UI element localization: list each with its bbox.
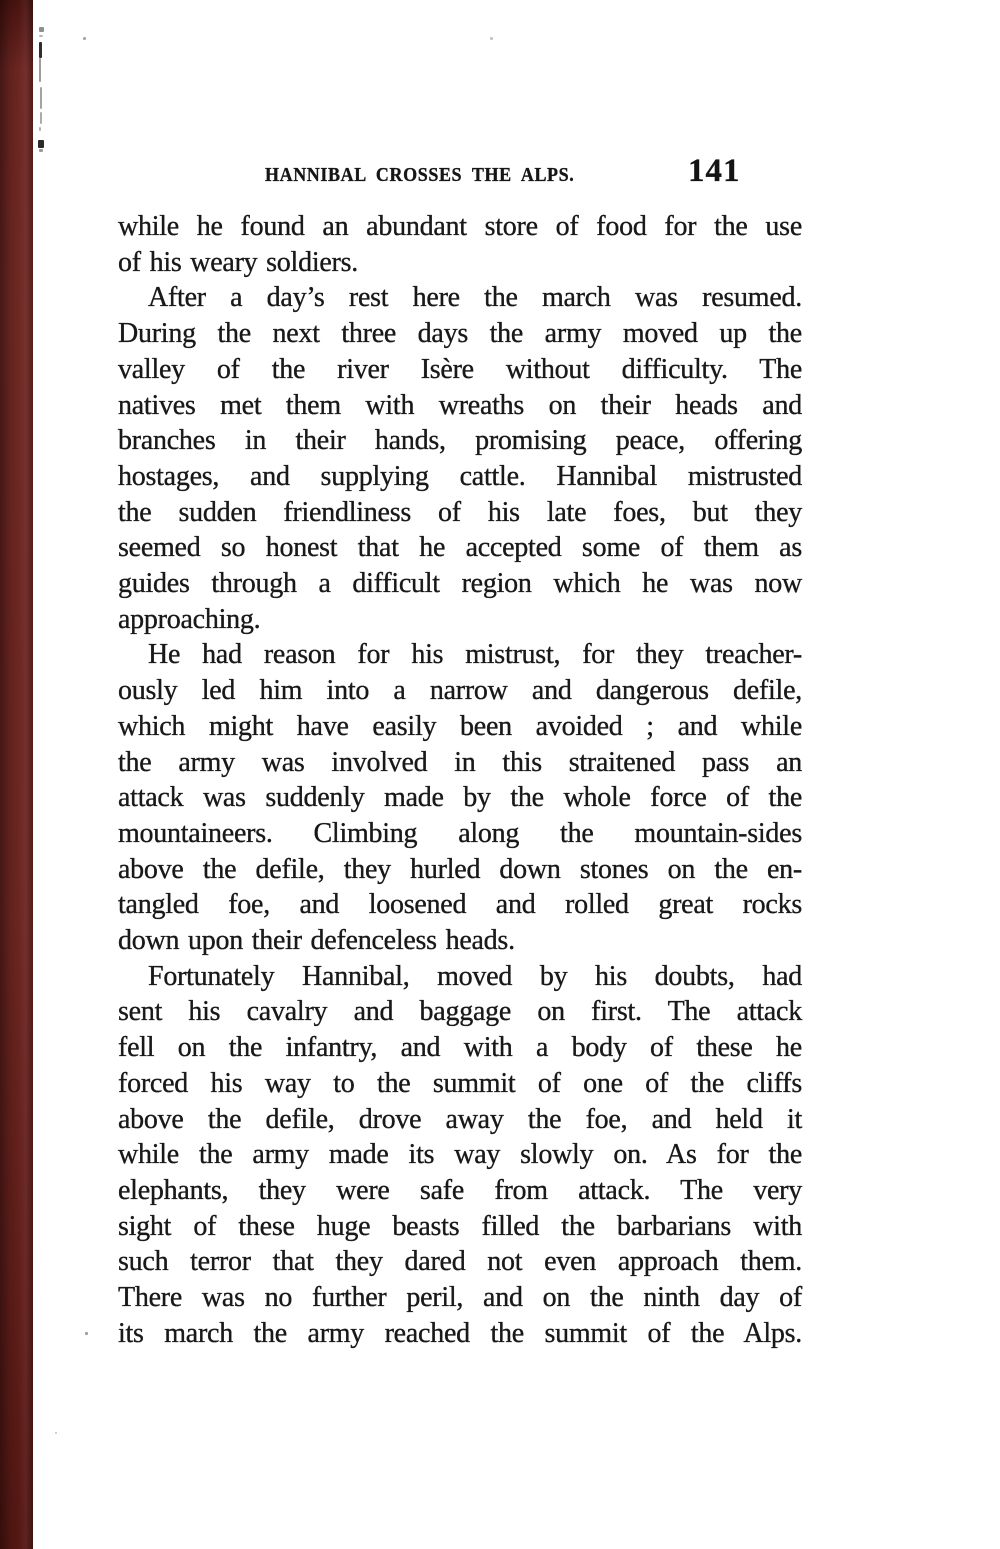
- scan-speck: [39, 127, 41, 131]
- scan-speck: [85, 1332, 88, 1335]
- text-line: the army was involved in this straitened pass an: [118, 746, 802, 778]
- text-line: its march the army reached the summit of the Alps.: [118, 1317, 802, 1349]
- text-line: hostages, and supplying cattle. Hannibal mistrusted: [118, 460, 802, 492]
- text-line: down upon their defenceless heads.: [118, 925, 515, 957]
- text-line: guides through a difficult region which he was now: [118, 568, 802, 600]
- text-line: natives met them with wreaths on their heads and: [118, 389, 802, 421]
- text-line: valley of the river Isère without difficulty. The: [118, 353, 802, 385]
- scan-speck: [55, 1432, 57, 1434]
- text-line: After a day’s rest here the march was resumed.: [148, 282, 802, 314]
- scan-speck: [40, 112, 42, 124]
- text-line: There was no further peril, and on the ninth day of: [118, 1282, 802, 1314]
- page-number: 141: [688, 153, 741, 189]
- scan-speck: [39, 149, 43, 152]
- text-line: fell on the infantry, and with a body of these he: [118, 1032, 802, 1064]
- text-line: approaching.: [118, 603, 261, 635]
- text-line: the sudden friendliness of his late foes, but they: [118, 496, 802, 528]
- scan-speck: [39, 58, 41, 82]
- text-line: mountaineers. Climbing along the mountain-sides: [118, 817, 802, 849]
- text-line: Fortunately Hannibal, moved by his doubts, had: [148, 960, 802, 992]
- scan-speck: [39, 35, 43, 37]
- text-line: He had reason for his mistrust, for they treacher-: [148, 639, 802, 671]
- scan-speck: [38, 140, 44, 148]
- scan-speck: [39, 42, 42, 58]
- text-line: while he found an abundant store of food for the use: [118, 211, 802, 242]
- text-line: while the army made its way slowly on. As for the: [118, 1139, 802, 1171]
- text-line: sight of these huge beasts filled the barbarians with: [118, 1210, 802, 1242]
- text-line: ously led him into a narrow and dangerous defile,: [118, 675, 802, 707]
- text-line: branches in their hands, promising peace, offering: [118, 425, 802, 457]
- text-line: such terror that they dared not even approach them.: [118, 1246, 802, 1278]
- text-line: above the defile, drove away the foe, and held it: [118, 1103, 802, 1135]
- scan-speck: [39, 27, 44, 32]
- scan-speck: [490, 37, 493, 40]
- book-spine-edge: [0, 0, 33, 1549]
- text-line: which might have easily been avoided ; and while: [118, 710, 802, 742]
- text-line: above the defile, they hurled down stones on the en-: [118, 853, 802, 885]
- body-text: [118, 209, 802, 1352]
- text-line: forced his way to the summit of one of the cliffs: [118, 1067, 802, 1099]
- text-line: attack was suddenly made by the whole force of the: [118, 782, 802, 814]
- scan-speck: [83, 37, 86, 40]
- text-line: sent his cavalry and baggage on first. The attack: [118, 996, 802, 1028]
- text-line: elephants, they were safe from attack. The very: [118, 1174, 802, 1206]
- text-line: tangled foe, and loosened and rolled great rocks: [118, 889, 802, 921]
- text-line: of his weary soldiers.: [118, 246, 359, 278]
- running-header-title: HANNIBAL CROSSES THE ALPS.: [265, 163, 575, 186]
- text-line: seemed so honest that he accepted some of them as: [118, 532, 802, 564]
- text-line: During the next three days the army moved up the: [118, 318, 802, 350]
- scan-speck: [40, 87, 42, 109]
